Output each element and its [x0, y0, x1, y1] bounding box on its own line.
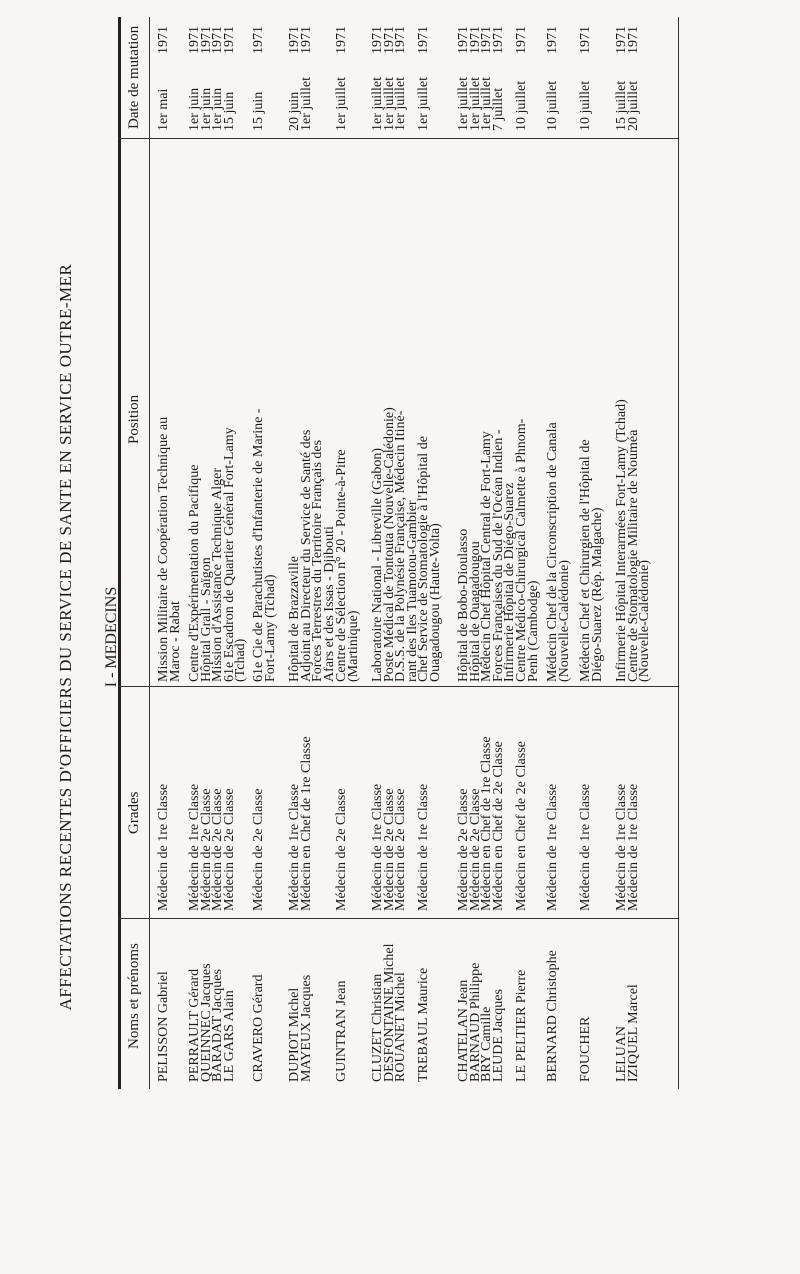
officer-grade: Médecin de 2e Classe — [467, 788, 483, 911]
officer-grade-cell — [253, 691, 265, 911]
officer-grade: Médecin de 1re Classe — [578, 783, 593, 911]
mutation-year: 1971 — [381, 26, 397, 54]
mutation-year: 1971 — [334, 26, 349, 54]
officer-name: PERRAULT Gérard — [187, 968, 202, 1082]
mutation-date: 15 juillet — [614, 80, 629, 131]
officer-grade: Médecin de 2e Classe — [210, 788, 225, 911]
officer-position: Fort-Lamy (Tchad) — [262, 574, 278, 682]
officer-grade-cell — [158, 691, 170, 911]
mutation-date: 1er mai — [156, 88, 171, 131]
officer-grade-cell — [289, 691, 312, 911]
mutation-date: 7 juillet — [490, 87, 506, 131]
officer-position: Médecin Chef Hôpital Central de Fort-Lamy — [479, 431, 494, 682]
officer-grade: Médecin de 2e Classe — [221, 788, 237, 911]
officer-name-cell — [418, 927, 430, 1082]
mutation-year: 1971 — [198, 26, 214, 54]
mutation-date: 1er juillet — [467, 76, 483, 131]
mutation-year-cell — [253, 18, 265, 54]
mutation-year-cell — [418, 18, 430, 54]
officer-name-cell — [372, 927, 407, 1082]
mutation-year: 1971 — [490, 26, 506, 54]
officer-name: LELUAN — [614, 1026, 629, 1082]
officer-position-cell — [516, 148, 539, 682]
mutation-year-cell — [189, 18, 235, 54]
officer-grade-cell — [458, 691, 504, 911]
column-divider — [118, 918, 678, 919]
mutation-date: 15 juin — [251, 91, 266, 131]
officer-position: Forces Terrestres du Territoire Français des — [310, 439, 325, 682]
mutation-year-cell — [336, 18, 348, 54]
officer-name: CHATELAN Jean — [456, 979, 471, 1082]
officer-name: CLUZET Christian — [370, 973, 385, 1082]
mutation-year: 1971 — [545, 26, 560, 54]
officer-position: Ouagadougou (Haute-Volta) — [427, 523, 443, 682]
officer-name: FOUCHER — [578, 1016, 593, 1082]
officer-position: 61e Escadron de Quartier Général Fort-Lamy — [221, 427, 237, 682]
mutation-date: 1er juin — [187, 87, 202, 131]
mutation-date: 10 juillet — [545, 80, 560, 131]
officer-grade: Médecin de 1re Classe — [416, 783, 431, 911]
officer-position: Hôpital de Brazzaville — [287, 556, 302, 682]
officer-position: (Nouvelle-Calédonie) — [637, 559, 652, 682]
mutation-date: 15 juin — [221, 91, 237, 131]
officer-name: BARADAT Jacques — [210, 969, 225, 1082]
mutation-date-cell — [516, 65, 528, 131]
assignments-table — [92, 17, 695, 1244]
header-position: Position — [126, 394, 142, 444]
mutation-date-cell — [158, 65, 170, 131]
officer-position: Centre d'Expérimentation du Pacifique — [187, 464, 202, 682]
officer-name: TREBAUL Maurice — [416, 967, 431, 1082]
officer-position: Maroc - Rabat — [167, 601, 183, 682]
table-bottom-rule — [678, 17, 679, 1089]
officer-position-cell — [372, 148, 418, 682]
mutation-year: 1971 — [456, 26, 471, 54]
officer-grade-cell — [336, 691, 348, 911]
column-divider — [118, 138, 678, 139]
officer-grade: Médecin en Chef de 1re Classe — [479, 736, 494, 911]
officer-position-cell — [547, 148, 570, 682]
mutation-year: 1971 — [614, 26, 629, 54]
mutation-date: 1er juin — [210, 87, 225, 131]
officer-grade: Médecin en Chef de 1re Classe — [298, 736, 314, 911]
mutation-date-cell — [372, 65, 407, 131]
mutation-date: 10 juillet — [514, 80, 529, 131]
officer-name: LE GARS Alain — [221, 990, 237, 1082]
mutation-year-cell — [547, 18, 559, 54]
officer-name: GUINTRAN Jean — [334, 980, 349, 1082]
mutation-date-cell — [616, 65, 639, 131]
officer-grade: Médecin de 1re Classe — [545, 783, 560, 911]
officer-position: D.S.S. de la Polynésie Française, Médecin Itiné- — [393, 410, 408, 682]
officer-position: (Tchad) — [233, 638, 248, 682]
officer-name-cell — [158, 927, 170, 1082]
officer-position: Hôpital de Bobo-Dioulasso — [456, 528, 471, 682]
officer-position: (Nouvelle-Calédonie) — [556, 559, 572, 682]
officer-grade-cell — [547, 691, 559, 911]
mutation-date: 1er juillet — [381, 76, 397, 131]
mutation-year: 1971 — [393, 26, 408, 54]
mutation-year: 1971 — [479, 26, 494, 54]
officer-grade: Médecin de 1re Classe — [625, 783, 641, 911]
officer-name: BRY Camille — [479, 1006, 494, 1082]
officer-grade: Médecin en Chef de 2e Classe — [490, 741, 506, 911]
document-title: AFFECTATIONS RECENTES D'OFFICIERS DU SERVICE DE SANTE EN SERVICE OUTRE-MER — [56, 263, 75, 1011]
table-top-rule — [118, 17, 121, 1089]
officer-name: IZIQUEL Marcel — [625, 984, 641, 1082]
officer-position: Centre de Stomatologie Militaire de Nouméa — [625, 429, 641, 682]
officer-position: Hôpital Grall - Saïgon — [198, 557, 214, 682]
officer-position: Penh (Cambodge) — [525, 580, 541, 682]
mutation-date: 1er juillet — [298, 76, 314, 131]
officer-position-cell — [418, 148, 441, 682]
officer-name: DESFONTAINE Michel — [381, 943, 397, 1082]
mutation-year: 1971 — [370, 26, 385, 54]
officer-name-cell — [458, 927, 504, 1082]
officer-position: rant des Iles Tuamotou-Gambier — [404, 500, 420, 682]
officer-name: QUEINNEC Jacques — [198, 963, 214, 1082]
officer-position: Mission Militaire de Coopération Technique au — [156, 416, 171, 682]
officer-position: Centre de Sélection n° 20 - Pointe-à-Pitre — [334, 449, 349, 682]
officer-grade-cell — [189, 691, 235, 911]
officer-name-cell — [336, 927, 348, 1082]
officer-name-cell — [289, 927, 312, 1082]
officer-position: Afars et des Issas - Djibouti — [321, 526, 337, 682]
officer-grade: Médecin de 2e Classe — [381, 788, 397, 911]
officer-position: Poste Médical de Tontouta (Nouvelle-Calédonie) — [381, 407, 397, 682]
officer-position: (Martinique) — [345, 610, 361, 682]
mutation-year: 1971 — [625, 26, 641, 54]
mutation-date: 10 juillet — [578, 80, 593, 131]
mutation-year-cell — [458, 18, 504, 54]
officer-position-cell — [336, 148, 359, 682]
mutation-year: 1971 — [467, 26, 483, 54]
officer-position: Diégo-Suarez (Rép. Malgache) — [589, 507, 605, 682]
officer-position-cell — [289, 148, 335, 682]
mutation-date: 1er juillet — [416, 76, 431, 131]
officer-position: Médecin Chef et Chirurgien de l'Hôpital de — [578, 439, 593, 682]
officer-position: Forces Françaises du Sud de l'Océan Indien - — [490, 429, 506, 682]
officer-position-cell — [189, 148, 247, 682]
officer-position: Mission d'Assistance Technique Alger — [210, 468, 225, 682]
officer-grade: Médecin de 1re Classe — [614, 783, 629, 911]
mutation-date: 1er juillet — [334, 76, 349, 131]
mutation-year-cell — [580, 18, 592, 54]
mutation-year-cell — [289, 18, 312, 54]
officer-name: CRAVERO Gérard — [251, 974, 266, 1082]
officer-grade-cell — [372, 691, 407, 911]
officer-position: Infirmerie Hôpital de Diégo-Suarez — [502, 482, 517, 682]
officer-name: BARNAUD Philippe — [467, 962, 483, 1082]
mutation-date-cell — [418, 65, 430, 131]
officer-name-cell — [516, 927, 528, 1082]
mutation-date: 1er juillet — [479, 76, 494, 131]
officer-position-cell — [158, 148, 181, 682]
officer-position: Laboratoire National - Libreville (Gabon) — [370, 447, 385, 682]
mutation-date: 20 juin — [287, 91, 302, 131]
officer-name-cell — [616, 927, 639, 1082]
mutation-date-cell — [458, 65, 504, 131]
officer-grade-cell — [418, 691, 430, 911]
officer-position: Hôpital de Ouagadougou — [467, 541, 483, 682]
officer-name-cell — [253, 927, 265, 1082]
mutation-year: 1971 — [251, 26, 266, 54]
section-heading: I - MEDECINS — [103, 586, 120, 688]
officer-position: Chef Service de Stomatologie à l'Hôpital de — [416, 436, 431, 682]
officer-position-cell — [580, 148, 603, 682]
mutation-date: 1er juillet — [370, 76, 385, 131]
officer-position: Centre Médico-Chirurgical Calmette à Phnom- — [514, 418, 529, 682]
officer-position-cell — [458, 148, 516, 682]
mutation-year-cell — [516, 18, 528, 54]
officer-name-cell — [189, 927, 235, 1082]
header-name: Noms et prénoms — [126, 943, 142, 1049]
officer-name-cell — [547, 927, 559, 1082]
officer-position-cell — [616, 148, 651, 682]
mutation-date-cell — [253, 65, 265, 131]
officer-grade: Médecin de 2e Classe — [251, 788, 266, 911]
mutation-date-cell — [336, 65, 348, 131]
officer-position: Médecin Chef de la Circonscription de Canala — [545, 422, 560, 682]
mutation-date: 1er juillet — [393, 76, 408, 131]
mutation-year: 1971 — [156, 26, 171, 54]
mutation-date-cell — [547, 65, 559, 131]
header-date: Date de mutation — [126, 25, 142, 129]
mutation-date-cell — [580, 65, 592, 131]
mutation-year: 1971 — [287, 26, 302, 54]
mutation-year-cell — [616, 18, 639, 54]
officer-grade: Médecin de 1re Classe — [156, 783, 171, 911]
officer-grade: Médecin de 2e Classe — [334, 788, 349, 911]
table-header-rule — [149, 17, 150, 1089]
officer-grade: Médecin de 2e Classe — [456, 788, 471, 911]
officer-grade-cell — [616, 691, 639, 911]
mutation-year-cell — [158, 18, 170, 54]
officer-name: BERNARD Christophe — [545, 950, 560, 1082]
officer-name: DUPIOT Michel — [287, 987, 302, 1082]
officer-grade: Médecin de 2e Classe — [393, 788, 408, 911]
mutation-year: 1971 — [578, 26, 593, 54]
officer-grade: Médecin en Chef de 2e Classe — [514, 741, 529, 911]
mutation-date-cell — [289, 65, 312, 131]
mutation-year: 1971 — [221, 26, 237, 54]
officer-position: 61e Cie de Parachutistes d'Infanterie de Marine - — [251, 408, 266, 682]
officer-position: Adjoint au Directeur du Service de Santé des — [298, 429, 314, 682]
officer-position-cell — [253, 148, 276, 682]
officer-grade: Médecin de 1re Classe — [370, 783, 385, 911]
officer-grade: Médecin de 2e Classe — [198, 788, 214, 911]
mutation-date-cell — [189, 65, 235, 131]
mutation-year: 1971 — [210, 26, 225, 54]
officer-name: LEUDE Jacques — [490, 989, 506, 1082]
mutation-date: 1er juin — [198, 87, 214, 131]
officer-name: ROUANET Michel — [393, 972, 408, 1082]
officer-grade-cell — [516, 691, 528, 911]
officer-name: PELISSON Gabriel — [156, 971, 171, 1082]
column-divider — [118, 686, 678, 687]
officer-name: LE PELTIER Pierre — [514, 969, 529, 1082]
mutation-year: 1971 — [187, 26, 202, 54]
officer-grade: Médecin de 1re Classe — [287, 783, 302, 911]
mutation-year: 1971 — [514, 26, 529, 54]
mutation-date: 20 juillet — [625, 80, 641, 131]
officer-grade: Médecin de 1re Classe — [187, 783, 202, 911]
mutation-year: 1971 — [416, 26, 431, 54]
officer-position: Infirmerie Hôpital Interarmées Fort-Lamy (Tchad) — [614, 399, 629, 682]
header-grade: Grades — [126, 791, 142, 834]
officer-name-cell — [580, 927, 592, 1082]
officer-name: MAYEUX Jacques — [298, 974, 314, 1082]
mutation-year: 1971 — [298, 26, 314, 54]
officer-grade-cell — [580, 691, 592, 911]
mutation-date: 1er juillet — [456, 76, 471, 131]
mutation-year-cell — [372, 18, 407, 54]
